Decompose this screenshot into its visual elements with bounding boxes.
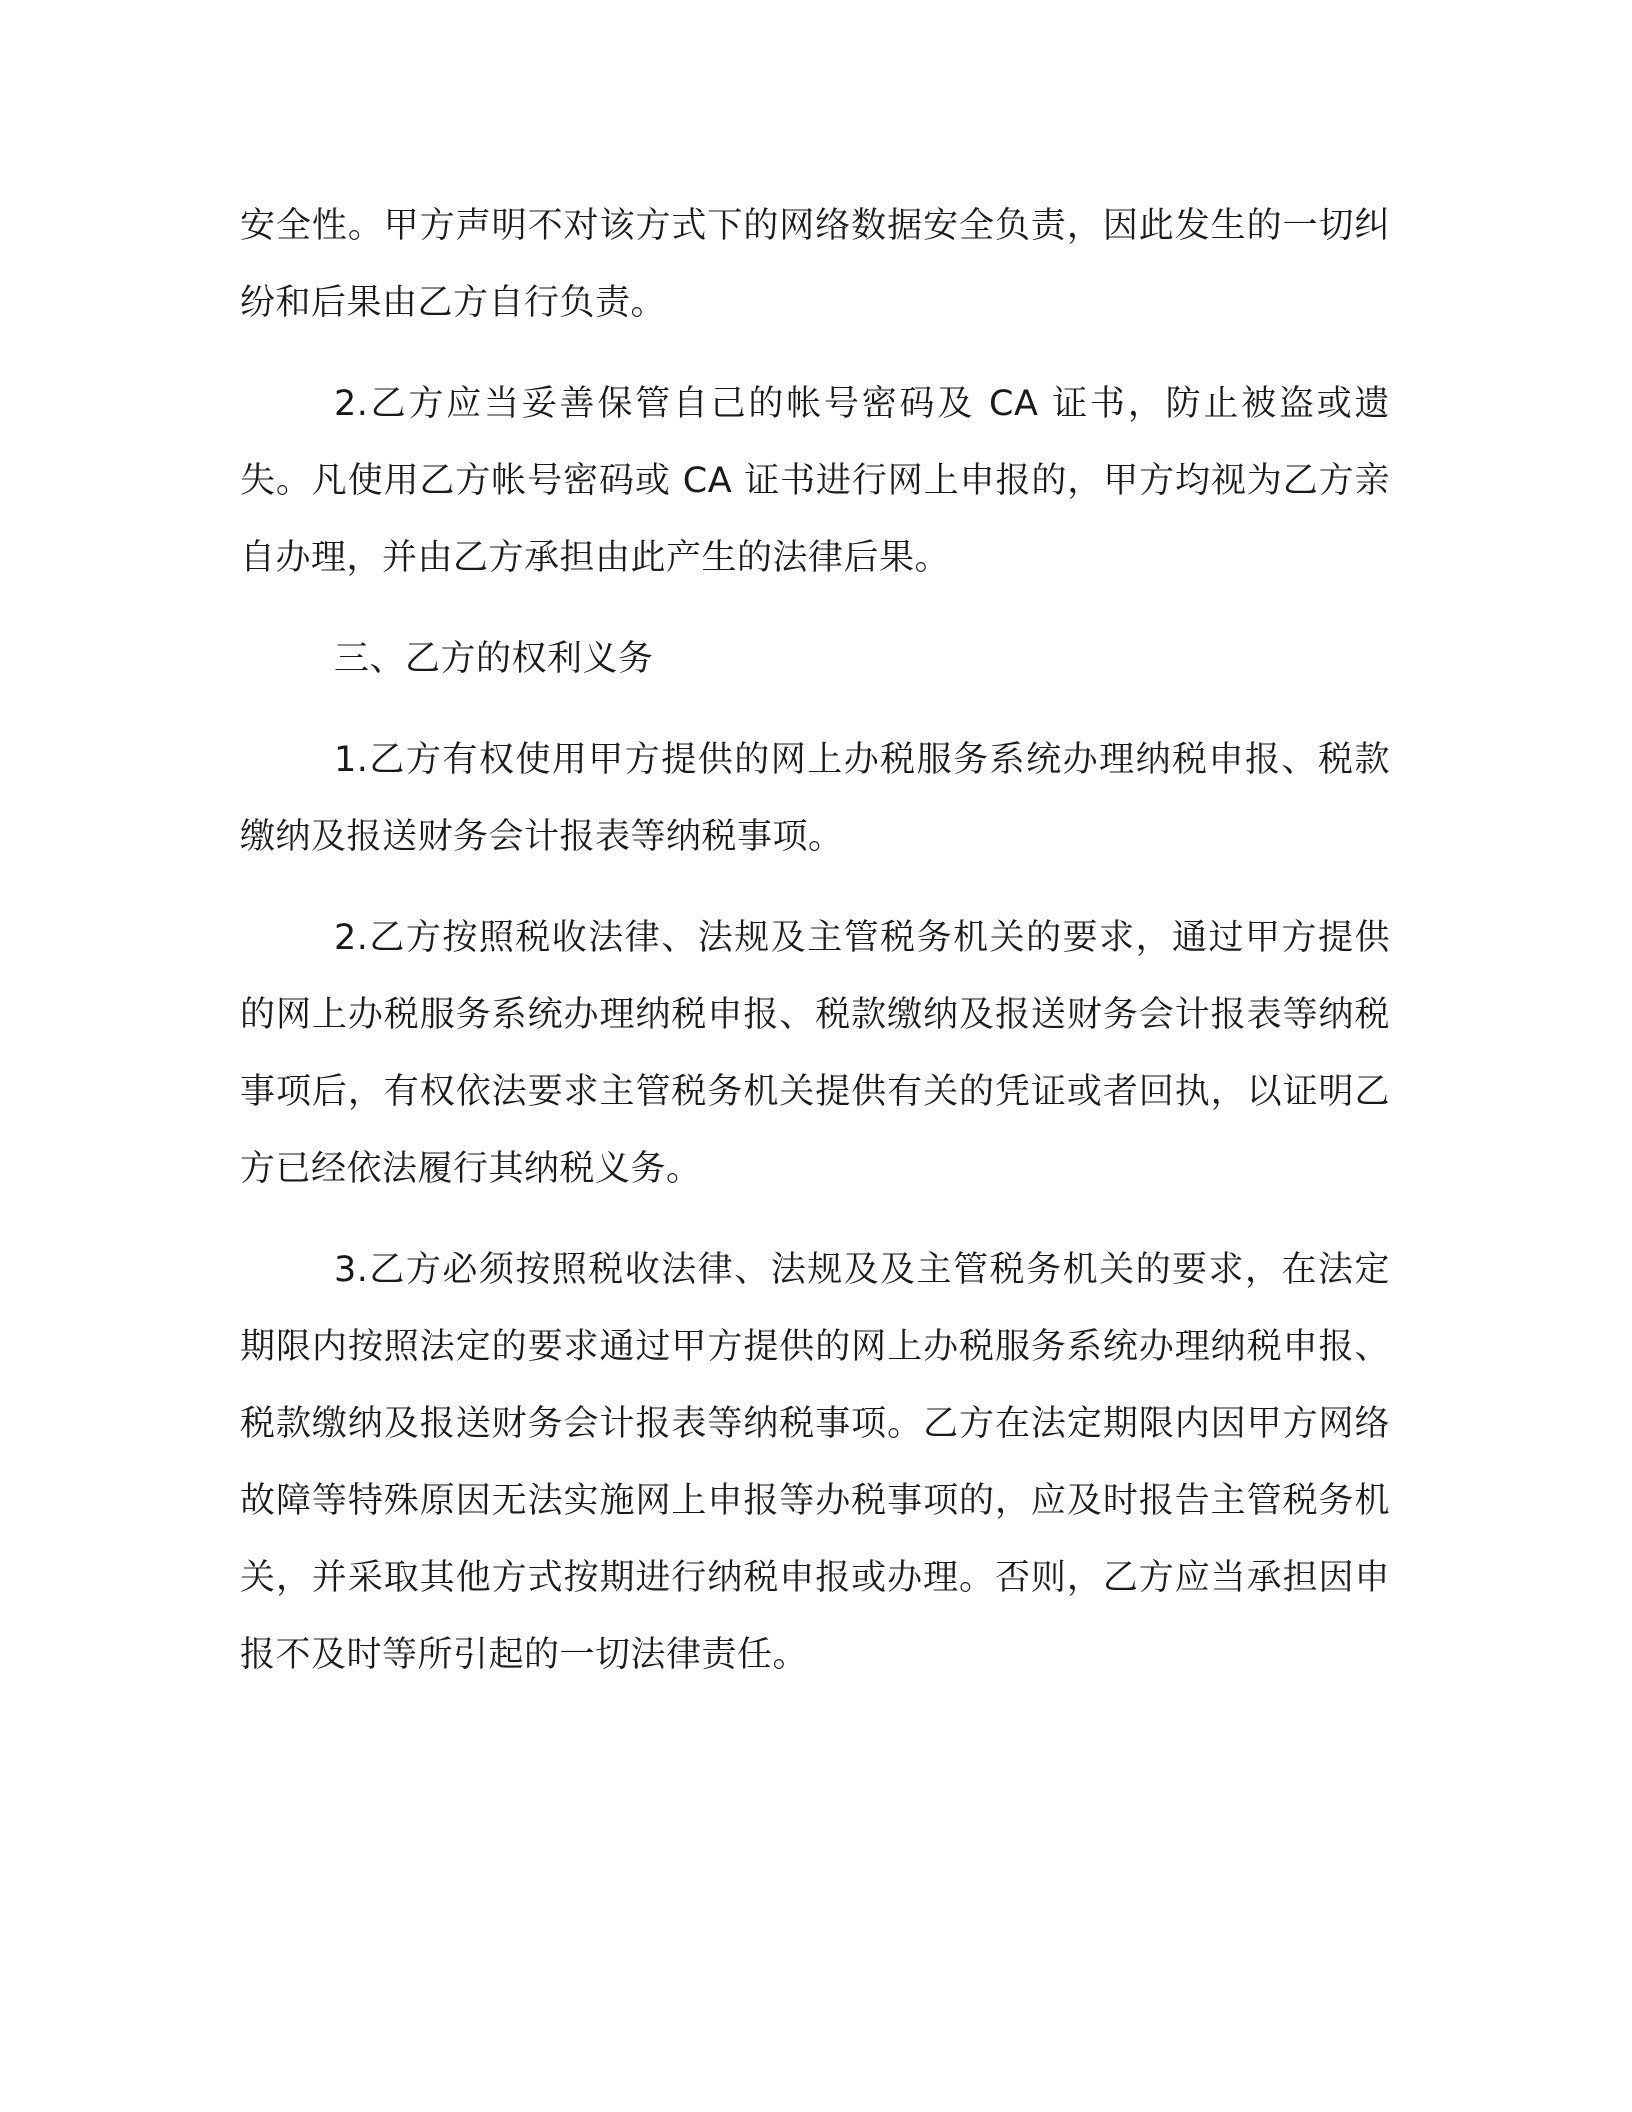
paragraph-clause-3-obligations: 3.乙方必须按照税收法律、法规及及主管税务机关的要求，在法定期限内按照法定的要求通过甲方提供的网上办税服务系统办理纳税申报、税款缴纳及报送财务会计报表等纳税事项。乙方在法定期限内因甲方网络故障等特殊原因无法实施网上申报等办税事项的，应及时报告主管税务机关，并采取其他方式按期进行纳税申报或办理。否则，乙方应当承担因申报不及时等所引起的一切法律责任。: [240, 1250, 1390, 1675]
document-body: [240, 188, 1390, 1718]
paragraph-continuation: 安全性。甲方声明不对该方式下的网络数据安全负责，因此发生的一切纠纷和后果由乙方自行负责。: [240, 206, 1390, 323]
paragraph-clause-1-rights: 1.乙方有权使用甲方提供的网上办税服务系统办理纳税申报、税款缴纳及报送财务会计报表等纳税事项。: [240, 740, 1390, 857]
section-heading-party-b-rights: 三、乙方的权利义务: [334, 639, 654, 679]
paragraph-clause-2-account-security: 2.乙方应当妥善保管自己的帐号密码及 CA 证书，防止被盗或遗失。凡使用乙方帐号密码或 CA 证书进行网上申报的，甲方均视为乙方亲自办理，并由乙方承担由此产生的法律后果。: [240, 384, 1390, 578]
paragraph-clause-2-receipts: 2.乙方按照税收法律、法规及主管税务机关的要求，通过甲方提供的网上办税服务系统办理纳税申报、税款缴纳及报送财务会计报表等纳税事项后，有权依法要求主管税务机关提供有关的凭证或者回执，以证明乙方已经依法履行其纳税义务。: [240, 918, 1390, 1189]
